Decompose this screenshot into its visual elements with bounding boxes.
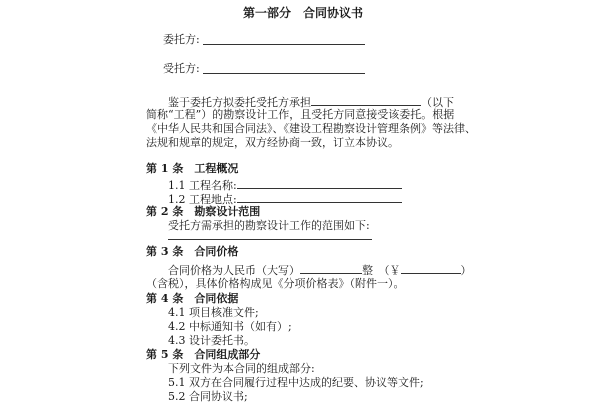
contractor-blank-line	[203, 73, 365, 74]
intro-text-1b: （以下	[421, 96, 454, 109]
scope-blank-line	[168, 239, 372, 240]
project-location-label: 1.2 工程地点:	[168, 193, 237, 206]
project-blank	[311, 94, 421, 106]
project-name-label: 1.1 工程名称:	[168, 179, 237, 192]
article-5-heading: 第 5 条 合同组成部分	[146, 348, 261, 361]
article-4-item-2: 4.2 中标通知书（如有）;	[168, 320, 292, 333]
page-title: 第一部分 合同协议书	[243, 6, 364, 20]
intro-line-3: 《中华人民共和国合同法》、《建设工程勘察设计管理条例》等法律、	[146, 122, 476, 135]
article-3-heading: 第 3 条 合同价格	[146, 245, 239, 258]
article-2-text: 受托方需承担的勘察设计工作的范围如下:	[168, 219, 370, 232]
intro-text-1a: 鉴于委托方拟委托受托方承担	[168, 96, 311, 109]
article-5-item-1: 5.1 双方在合同履行过程中达成的纪要、协议等文件;	[168, 376, 424, 389]
price-words-blank	[300, 262, 362, 274]
article-4-item-3: 4.3 设计委托书。	[168, 334, 255, 347]
intro-line-4: 法规和规章的规定，双方经协商一致，订立本协议。	[146, 136, 399, 149]
article-3-price-line	[168, 262, 472, 278]
client-blank-line	[203, 44, 365, 45]
client-label: 委托方:	[163, 33, 200, 46]
intro-line-2: 简称“工程”）的勘察设计工作，且受托方同意接受该委托。根据	[146, 108, 455, 121]
article-1-heading: 第 1 条 工程概况	[146, 162, 239, 175]
project-location-blank	[237, 191, 402, 203]
article-3-note: （含税），具体价格构成见《分项价格表》（附件一）。	[146, 277, 405, 290]
price-close: ）	[460, 264, 472, 277]
price-currency: 整 （￥	[362, 264, 401, 277]
article-5-text: 下列文件为本合同的组成部分:	[168, 362, 315, 375]
price-figures-blank	[401, 262, 461, 274]
article-5-item-2: 5.2 合同协议书;	[168, 390, 248, 403]
price-label: 合同价格为人民币（大写）	[168, 264, 300, 277]
article-4-item-1: 4.1 项目核准文件;	[168, 306, 259, 319]
contractor-label: 受托方:	[163, 62, 200, 75]
article-2-heading: 第 2 条 勘察设计范围	[146, 205, 261, 218]
article-4-heading: 第 4 条 合同依据	[146, 292, 239, 305]
project-name-blank	[237, 177, 402, 189]
